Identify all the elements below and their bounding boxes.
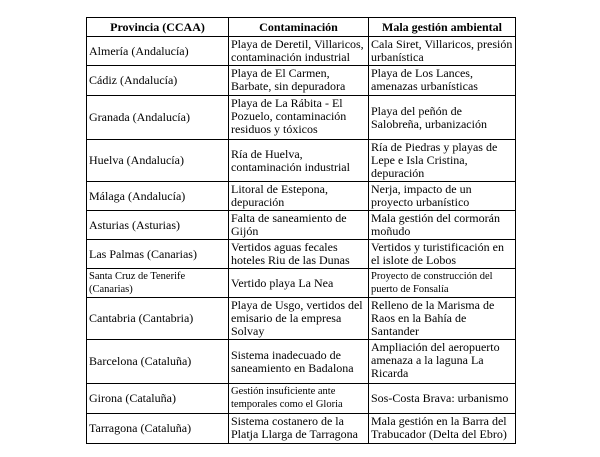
table-row [87, 66, 516, 96]
cell-provincia: Barcelona (Cataluña) [87, 340, 229, 384]
cell-mala-gestion: Playa de Los Lances, amenazas urbanísticas [369, 66, 516, 96]
header-provincia: Provincia (CCAA) [87, 18, 229, 37]
cell-provincia: Cantabria (Cantabria) [87, 298, 229, 340]
table-row [87, 182, 516, 211]
table-row [87, 269, 516, 298]
cell-contaminacion: Sistema costanero de la Platja Llarga de Tarragona [229, 414, 369, 444]
cell-mala-gestion: Playa del peñón de Salobreña, urbanización [369, 96, 516, 140]
cell-contaminacion: Sistema inadecuado de saneamiento en Badalona [229, 340, 369, 384]
cell-mala-gestion: Sos-Costa Brava: urbanismo [369, 384, 516, 414]
table-row [87, 140, 516, 182]
cell-provincia: Asturias (Asturias) [87, 211, 229, 240]
cell-contaminacion: Ría de Huelva, contaminación industrial [229, 140, 369, 182]
cell-mala-gestion: Cala Siret, Villaricos, presión urbanística [369, 37, 516, 66]
cell-provincia: Tarragona (Cataluña) [87, 414, 229, 444]
header-mala-gestion: Mala gestión ambiental [369, 18, 516, 37]
cell-contaminacion: Litoral de Estepona, depuración [229, 182, 369, 211]
table-row [87, 96, 516, 140]
cell-provincia: Málaga (Andalucía) [87, 182, 229, 211]
cell-contaminacion: Falta de saneamiento de Gijón [229, 211, 369, 240]
table-header-row [87, 18, 516, 37]
table-row [87, 211, 516, 240]
cell-mala-gestion: Nerja, impacto de un proyecto urbanístico [369, 182, 516, 211]
cell-mala-gestion: Vertidos y turistificación en el islote de Lobos [369, 240, 516, 269]
cell-provincia: Girona (Cataluña) [87, 384, 229, 414]
cell-provincia: Granada (Andalucía) [87, 96, 229, 140]
cell-contaminacion: Playa de Usgo, vertidos del emisario de la empresa Solvay [229, 298, 369, 340]
cell-mala-gestion: Ampliación del aeropuerto amenaza a la laguna La Ricarda [369, 340, 516, 384]
document-page [86, 17, 515, 444]
cell-contaminacion: Vertido playa La Nea [229, 269, 369, 298]
cell-contaminacion: Vertidos aguas fecales hoteles Riu de las Dunas [229, 240, 369, 269]
table-row [87, 298, 516, 340]
table-row [87, 240, 516, 269]
cell-provincia: Almería (Andalucía) [87, 37, 229, 66]
cell-contaminacion: Gestión insuficiente ante temporales como el Gloria [229, 384, 369, 414]
cell-contaminacion: Playa de La Rábita - El Pozuelo, contaminación residuos y tóxicos [229, 96, 369, 140]
table-row [87, 37, 516, 66]
header-contaminacion: Contaminación [229, 18, 369, 37]
cell-mala-gestion: Mala gestión del cormorán moñudo [369, 211, 516, 240]
cell-mala-gestion: Mala gestión en la Barra del Trabucador (Delta del Ebro) [369, 414, 516, 444]
cell-provincia: Huelva (Andalucía) [87, 140, 229, 182]
cell-provincia: Las Palmas (Canarias) [87, 240, 229, 269]
cell-mala-gestion: Proyecto de construcción del puerto de Fonsalía [369, 269, 516, 298]
table-row [87, 340, 516, 384]
cell-contaminacion: Playa de Deretil, Villaricos, contaminación industrial [229, 37, 369, 66]
cell-provincia: Cádiz (Andalucía) [87, 66, 229, 96]
table-row [87, 384, 516, 414]
cell-mala-gestion: Ría de Piedras y playas de Lepe e Isla Cristina, depuración [369, 140, 516, 182]
cell-mala-gestion: Relleno de la Marisma de Raos en la Bahía de Santander [369, 298, 516, 340]
beaches-table [86, 17, 516, 444]
cell-contaminacion: Playa de El Carmen, Barbate, sin depuradora [229, 66, 369, 96]
cell-provincia: Santa Cruz de Tenerife (Canarias) [87, 269, 229, 298]
table-row [87, 414, 516, 444]
